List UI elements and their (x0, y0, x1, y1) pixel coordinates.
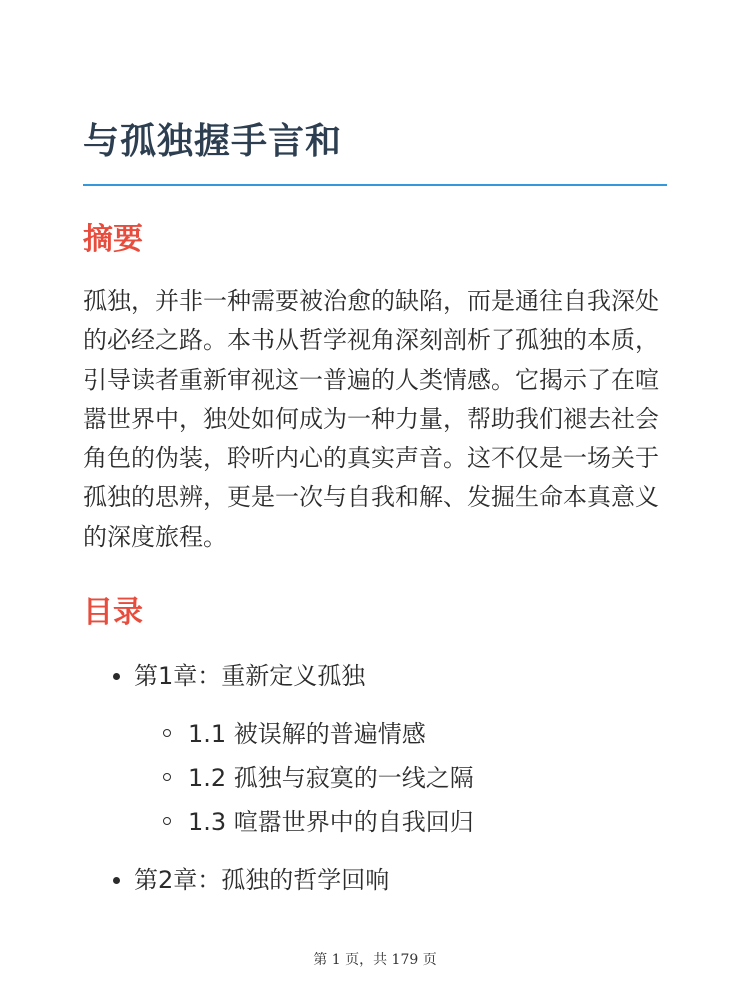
bullet-circle-icon (163, 729, 171, 737)
book-title: 与孤独握手言和 (83, 121, 343, 162)
toc-chapter-label[interactable]: 第1章：重新定义孤独 (134, 662, 366, 690)
toc-heading: 目录 (83, 595, 143, 630)
abstract-body: 孤独，并非一种需要被治愈的缺陷，而是通往自我深处的必经之路。本书从哲学视角深刻剖析了孤独的本质，引导读者重新审视这一普遍的人类情感。它揭示了在喧嚣世界中，独处如何成为一种力量，帮助我们褪去社会角色的伪装，聆听内心的真实声音。这不仅是一场关于孤独的思辨，更是一次与自我和解、发掘生命本真意义的深度旅程。 (83, 287, 659, 551)
page-number-footer: 第 1 页，共 179 页 (313, 952, 437, 968)
abstract-heading: 摘要 (83, 222, 143, 257)
bullet-disc-icon (113, 877, 120, 884)
toc-chapter-label[interactable]: 第2章：孤独的哲学回响 (134, 866, 390, 894)
title-divider (83, 184, 667, 186)
toc-subsection-label[interactable]: 1.3 喧嚣世界中的自我回归 (188, 808, 474, 836)
bullet-circle-icon (163, 773, 171, 781)
toc-subsection-label[interactable]: 1.2 孤独与寂寞的一线之隔 (188, 764, 474, 792)
bullet-circle-icon (163, 817, 171, 825)
bullet-disc-icon (113, 673, 120, 680)
toc-subsection-label[interactable]: 1.1 被误解的普遍情感 (188, 720, 426, 748)
